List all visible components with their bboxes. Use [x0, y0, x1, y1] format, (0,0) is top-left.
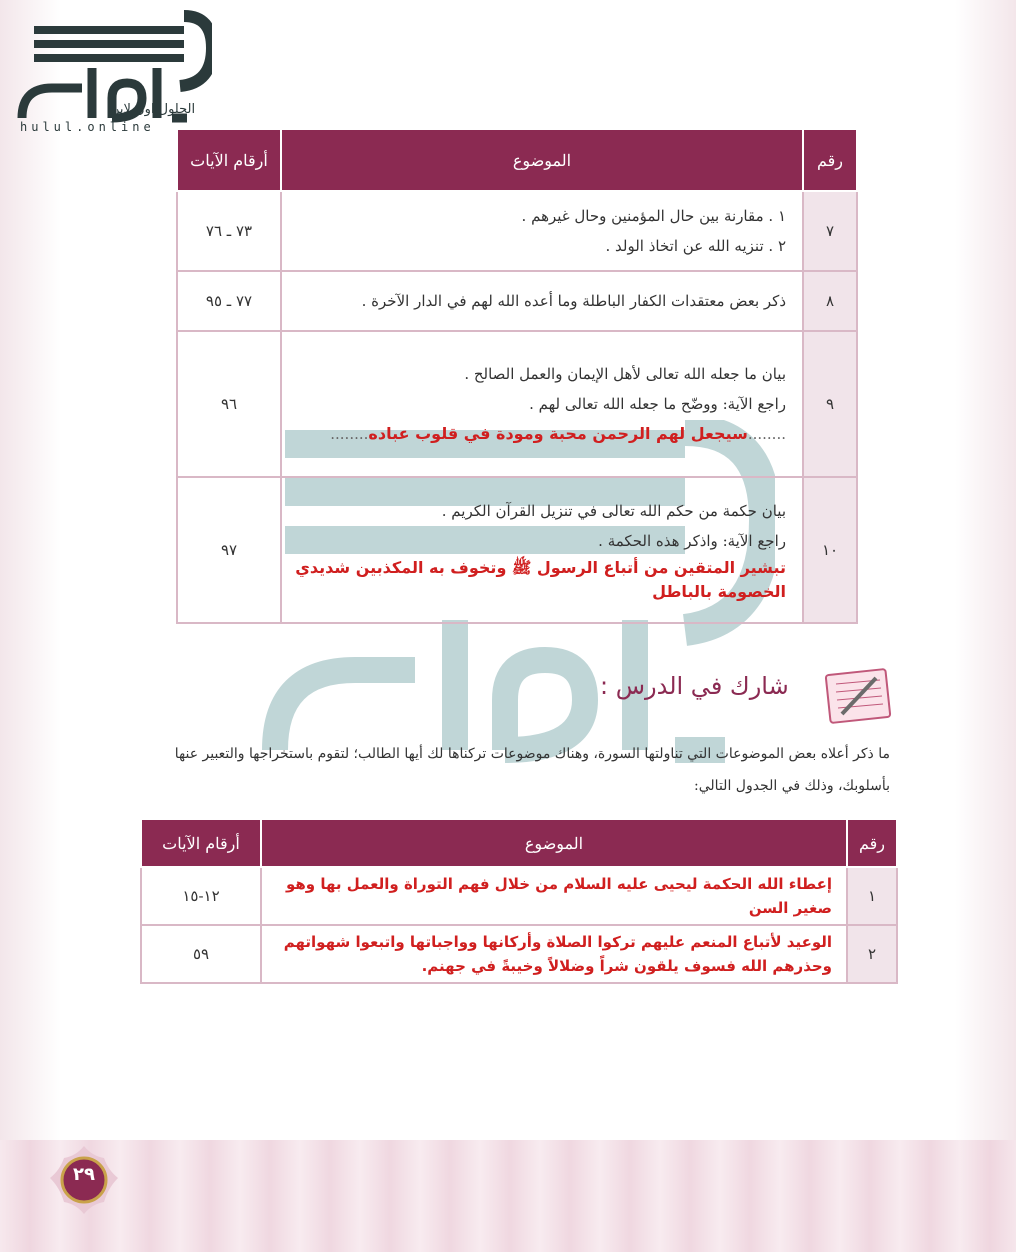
topic-line: راجع الآية: ووضّح ما جعله الله تعالى لهم .	[529, 395, 786, 413]
row-ayat: ٧٣ ـ ٧٦	[177, 191, 281, 271]
row-ayat: ٩٦	[177, 331, 281, 477]
header-ayat: أرقام الآيات	[177, 129, 281, 191]
topic-line: ٢ . تنزيه الله عن اتخاذ الولد .	[605, 237, 786, 255]
row-number: ٧	[803, 191, 857, 271]
share-intro-paragraph: ما ذكر أعلاه بعض الموضوعات التي تناولتها السورة، وهناك موضوعات تركناها لك أيها الطالب؛ لتقوم باستخراجها والتعبير عنها بأسلوبك، وذلك في الجدول التالي:	[174, 746, 890, 794]
table-row	[177, 271, 857, 331]
topic-line: بيان حكمة من حكم الله تعالى في تنزيل القرآن الكريم .	[441, 502, 786, 520]
table-row	[141, 867, 897, 925]
share-section-title: شارك في الدرس :	[600, 672, 789, 700]
answer-text: تبشير المتقين من أتباع الرسول ﷺ وتخوف به المكذبين شديدي الخصومة بالباطل	[295, 558, 786, 601]
table-row	[141, 925, 897, 983]
topic-line: ١ . مقارنة بين حال المؤمنين وحال غيرهم .	[521, 207, 786, 225]
row-number: ١	[847, 867, 897, 925]
topic-line: بيان ما جعله الله تعالى لأهل الإيمان والعمل الصالح .	[464, 365, 786, 383]
table-row	[177, 477, 857, 623]
page-number: ٢٩	[73, 1164, 95, 1185]
footer-ornament-band	[0, 1140, 1016, 1252]
row-topic	[281, 477, 803, 623]
row-ayat: ١٢-١٥	[141, 867, 261, 925]
table-row	[177, 331, 857, 477]
topic-line: ذكر بعض معتقدات الكفار الباطلة وما أعده الله لهم في الدار الآخرة .	[361, 292, 786, 310]
row-topic	[281, 331, 803, 477]
row-number: ٩	[803, 331, 857, 477]
row-number: ٨	[803, 271, 857, 331]
table-row	[177, 191, 857, 271]
header-topic: الموضوع	[261, 819, 847, 867]
answer-text: إعطاء الله الحكمة ليحيى عليه السلام من خلال فهم التوراة والعمل بها وهو صغير السن	[261, 867, 847, 925]
answer-text: الوعيد لأتباع المنعم عليهم تركوا الصلاة وأركانها وواجباتها واتبعوا شهواتهم وحذرهم الله فسوف يلقون شراً وضلالاً وخيبةً في جهنم.	[261, 925, 847, 983]
header-topic: الموضوع	[281, 129, 803, 191]
row-ayat: ٧٧ ـ ٩٥	[177, 271, 281, 331]
student-topics-table	[140, 818, 898, 984]
topics-table	[176, 128, 858, 624]
topic-line: راجع الآية: واذكر هذه الحكمة .	[598, 532, 786, 550]
row-ayat: ٩٧	[177, 477, 281, 623]
logo-latin-text: hulul.online	[20, 120, 155, 134]
header-number: رقم	[847, 819, 897, 867]
row-number: ١٠	[803, 477, 857, 623]
row-topic	[281, 191, 803, 271]
answer-line: ........سيجعل لهم الرحمن محبة ومودة في قلوب عباده........	[330, 424, 786, 443]
header-number: رقم	[803, 129, 857, 191]
answer-text: سيجعل لهم الرحمن محبة ومودة في قلوب عباده	[368, 424, 748, 443]
row-topic	[281, 271, 803, 331]
logo-arabic-text: الحلول اون لاين	[110, 102, 196, 117]
notepad-pen-icon	[818, 664, 898, 724]
row-ayat: ٥٩	[141, 925, 261, 983]
row-number: ٢	[847, 925, 897, 983]
header-ayat: أرقام الآيات	[141, 819, 261, 867]
